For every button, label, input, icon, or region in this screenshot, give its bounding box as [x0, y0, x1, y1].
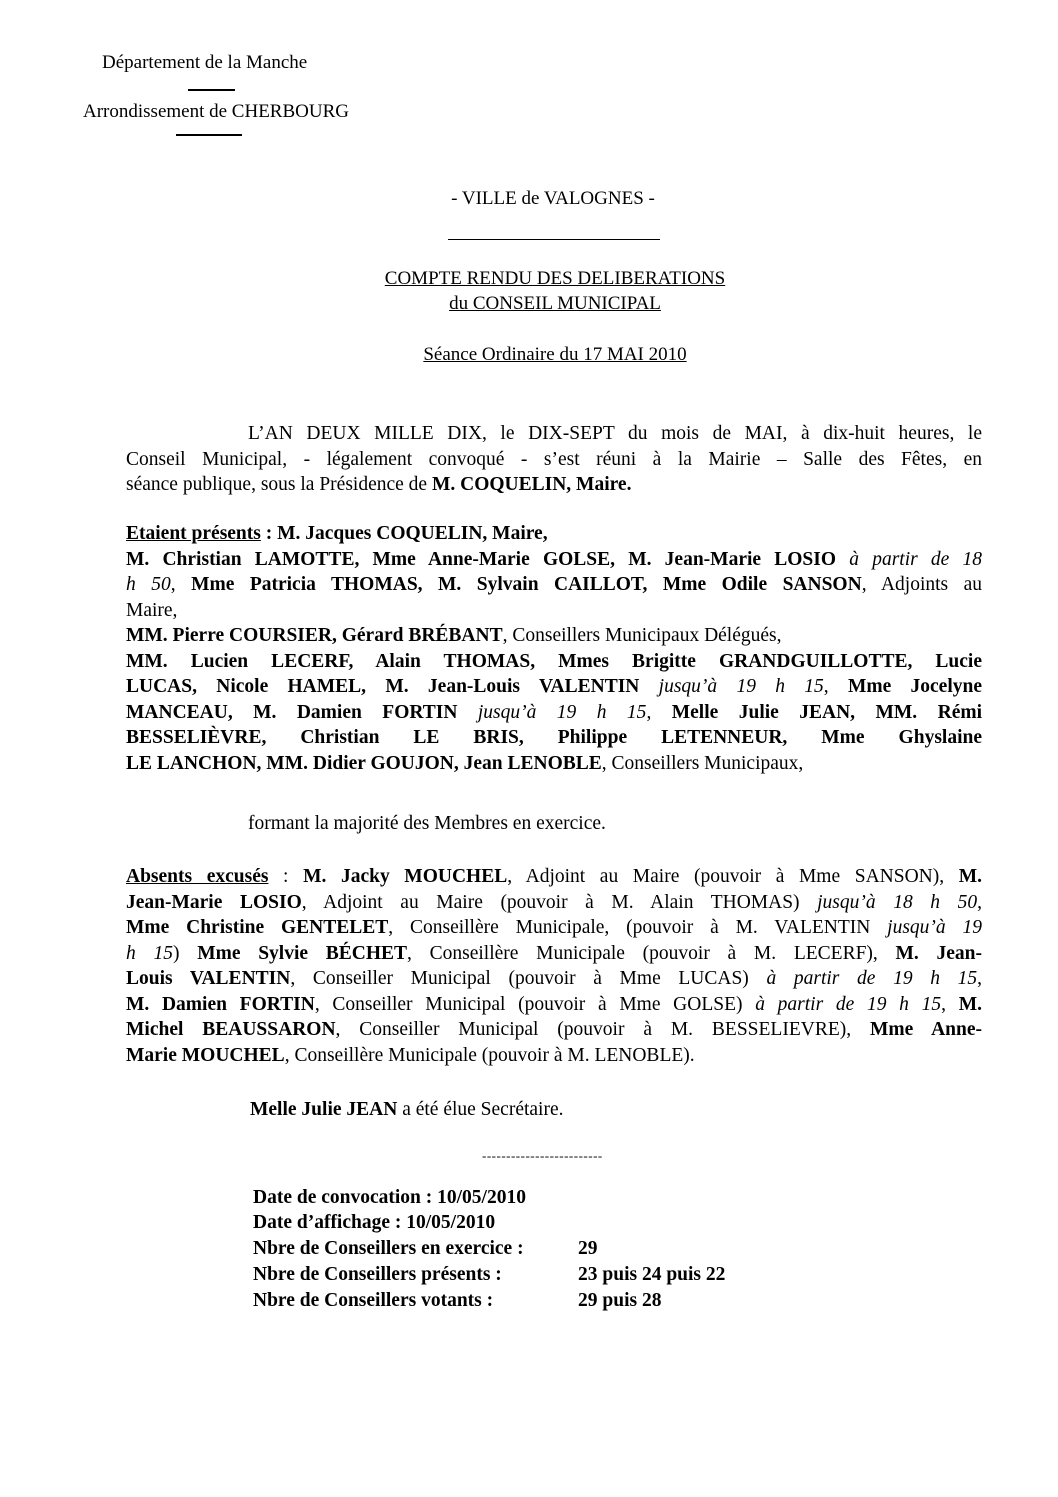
stat-convocation: Date de convocation : 10/05/2010	[253, 1187, 526, 1208]
title-rule	[448, 239, 660, 240]
stat-votants-value: 29 puis 28	[578, 1290, 662, 1311]
arrondissement-rule	[176, 134, 242, 136]
absent-8-prefix: Mme Anne-	[869, 1019, 982, 1040]
absent-5-note: à partir de 19 h 15	[766, 968, 978, 989]
present-line-10	[126, 751, 982, 777]
present-role-1: , Adjoints au	[861, 574, 982, 595]
stat-affichage: Date d’affichage : 10/05/2010	[253, 1212, 496, 1233]
intro-paragraph	[126, 421, 982, 498]
absent-colon: :	[268, 866, 304, 887]
present-sep-3: ,	[646, 701, 672, 723]
present-line-6	[126, 649, 982, 675]
stat-exercice-label: Nbre de Conseillers en exercice :	[253, 1238, 524, 1259]
stat-exercice	[253, 1238, 598, 1260]
absent-sep-1: ,	[977, 891, 983, 913]
absent-6: M. Damien FORTIN	[126, 993, 315, 1015]
present-line-1	[126, 521, 982, 547]
present-councillors-e: Melle Julie JEAN, MM. Rémi	[671, 701, 983, 723]
absent-line-4	[126, 941, 982, 967]
intro-text: séance publique, sous la Présidence de	[126, 474, 432, 495]
absent-2-prefix: M.	[958, 866, 982, 887]
absent-line-3	[126, 915, 982, 941]
present-role-2: , Conseillers Municipaux Délégués,	[502, 625, 782, 646]
absent-7-role: , Conseiller Municipal (pouvoir à M. BESSELIEVRE),	[335, 1019, 870, 1040]
absent-3-note-b: h 15	[126, 942, 173, 964]
absent-3-note-a: jusqu’à 19	[887, 917, 983, 938]
present-line-4: Maire,	[126, 599, 178, 621]
present-note-1: à partir de 18	[836, 548, 983, 570]
absent-3-role: , Conseillère Municipale, (pouvoir à M. VALENTIN	[388, 917, 888, 938]
separator-dashes: -------------------------	[482, 1148, 603, 1163]
absent-8: Marie MOUCHEL	[126, 1044, 285, 1066]
absent-sep-2: )	[172, 942, 198, 964]
present-line-9	[126, 725, 982, 751]
absent-line-8	[126, 1043, 982, 1069]
absent-line-2	[126, 890, 982, 916]
present-mayor: M. Jacques COQUELIN, Maire,	[277, 523, 548, 544]
present-note-2: h 50	[126, 574, 171, 595]
town-title: - VILLE de VALOGNES -	[451, 188, 655, 209]
present-line-2	[126, 547, 982, 573]
absent-5: Louis VALENTIN	[126, 968, 291, 989]
absent-5-role: , Conseiller Municipal (pouvoir à Mme LUCAS)	[290, 968, 767, 989]
present-role-3: , Conseillers Municipaux,	[601, 752, 804, 774]
present-paragraph	[126, 521, 982, 776]
absent-line-7	[126, 1017, 982, 1043]
absent-4-role: , Conseillère Municipale (pouvoir à M. LECERF),	[407, 942, 896, 964]
absent-1: M. Jacky MOUCHEL	[303, 866, 508, 887]
arrondissement-label: Arrondissement de CHERBOURG	[83, 101, 349, 122]
absent-8-role: , Conseillère Municipale (pouvoir à M. LENOBLE).	[284, 1044, 695, 1066]
present-note-4: jusqu’à 19 h 15	[457, 701, 647, 723]
intro-line-2: Conseil Municipal, - légalement convoqué - s’est réuni à la Mairie – Salle des Fêtes, en	[126, 448, 982, 470]
absent-6-note: à partir de 19 h 15	[755, 993, 942, 1015]
absent-label: Absents excusés	[126, 866, 269, 887]
present-councillors-b: LUCAS, Nicole HAMEL, M. Jean-Louis VALENTIN	[126, 676, 640, 697]
present-adjoints-b: Mme Patricia THOMAS, M. Sylvain CAILLOT, Mme Odile SANSON	[191, 574, 862, 595]
stat-votants	[253, 1290, 662, 1312]
present-label: Etaient présents	[126, 523, 261, 544]
department-label: Département de la Manche	[102, 52, 308, 73]
present-line-7	[126, 674, 982, 700]
absent-sep-4: ,	[941, 993, 959, 1015]
report-title-line2: du CONSEIL MUNICIPAL	[449, 293, 661, 314]
absent-line-6	[126, 992, 982, 1018]
absent-4: Mme Sylvie BÉCHET	[197, 942, 408, 964]
present-line-5	[126, 623, 982, 649]
absent-3: Mme Christine GENTELET	[126, 917, 389, 938]
stat-presents-value: 23 puis 24 puis 22	[578, 1264, 726, 1285]
absent-2-note: jusqu’à 18 h 50	[817, 891, 978, 913]
absent-line-1	[126, 864, 982, 890]
present-councillors-a: MM. Lucien LECERF, Alain THOMAS, Mmes Brigitte GRANDGUILLOTTE, Lucie	[126, 650, 982, 672]
present-adjoints-a: M. Christian LAMOTTE, Mme Anne-Marie GOLSE, M. Jean-Marie LOSIO	[126, 548, 837, 570]
absent-7: Michel BEAUSSARON	[126, 1019, 336, 1040]
department-rule	[188, 89, 235, 91]
present-sep-2: ,	[823, 676, 848, 697]
majority-text: formant la majorité des Membres en exercice.	[248, 813, 606, 834]
present-councillors-g: LE LANCHON, MM. Didier GOUJON, Jean LENOBLE	[126, 752, 602, 774]
absent-2: Jean-Marie LOSIO	[126, 891, 302, 913]
absent-sep-3: ,	[977, 968, 982, 989]
secretary-name: Melle Julie JEAN	[250, 1099, 398, 1120]
stat-presents	[253, 1264, 726, 1286]
present-councillors-d: MANCEAU, M. Damien FORTIN	[126, 701, 458, 723]
stat-exercice-value: 29	[578, 1238, 598, 1259]
absent-6-role: , Conseiller Municipal (pouvoir à Mme GOLSE)	[314, 993, 756, 1015]
present-line-3	[126, 572, 982, 598]
present-councillors-c: Mme Jocelyne	[847, 676, 983, 697]
present-line-8	[126, 700, 982, 726]
absent-5-prefix: M. Jean-	[895, 942, 982, 964]
absent-paragraph	[126, 864, 982, 1068]
president-name: M. COQUELIN, Maire.	[431, 474, 632, 495]
absent-2-role: , Adjoint au Maire (pouvoir à M. Alain THOMAS)	[301, 891, 818, 913]
present-sep-1: ,	[170, 574, 192, 595]
stat-presents-label: Nbre de Conseillers présents :	[253, 1264, 502, 1285]
absent-line-5	[126, 966, 982, 992]
session-title: Séance Ordinaire du 17 MAI 2010	[423, 344, 687, 365]
stat-votants-label: Nbre de Conseillers votants :	[253, 1290, 494, 1311]
absent-7-prefix: M.	[958, 993, 982, 1015]
present-colon: :	[260, 523, 278, 544]
report-title-line1: COMPTE RENDU DES DELIBERATIONS	[384, 268, 726, 289]
intro-line-3	[126, 472, 982, 498]
absent-1-role: , Adjoint au Maire (pouvoir à Mme SANSON),	[507, 866, 959, 887]
present-note-3: jusqu’à 19 h 15	[639, 676, 824, 697]
present-delegates: MM. Pierre COURSIER, Gérard BRÉBANT	[126, 625, 503, 646]
secretary-text	[250, 1099, 564, 1121]
secretary-rest: a été élue Secrétaire.	[397, 1099, 564, 1120]
present-councillors-f: BESSELIÈVRE, Christian LE BRIS, Philippe LETENNEUR, Mme Ghyslaine	[126, 727, 982, 748]
intro-line-1: L’AN DEUX MILLE DIX, le DIX-SEPT du mois de MAI, à dix-huit heures, le	[248, 423, 982, 444]
